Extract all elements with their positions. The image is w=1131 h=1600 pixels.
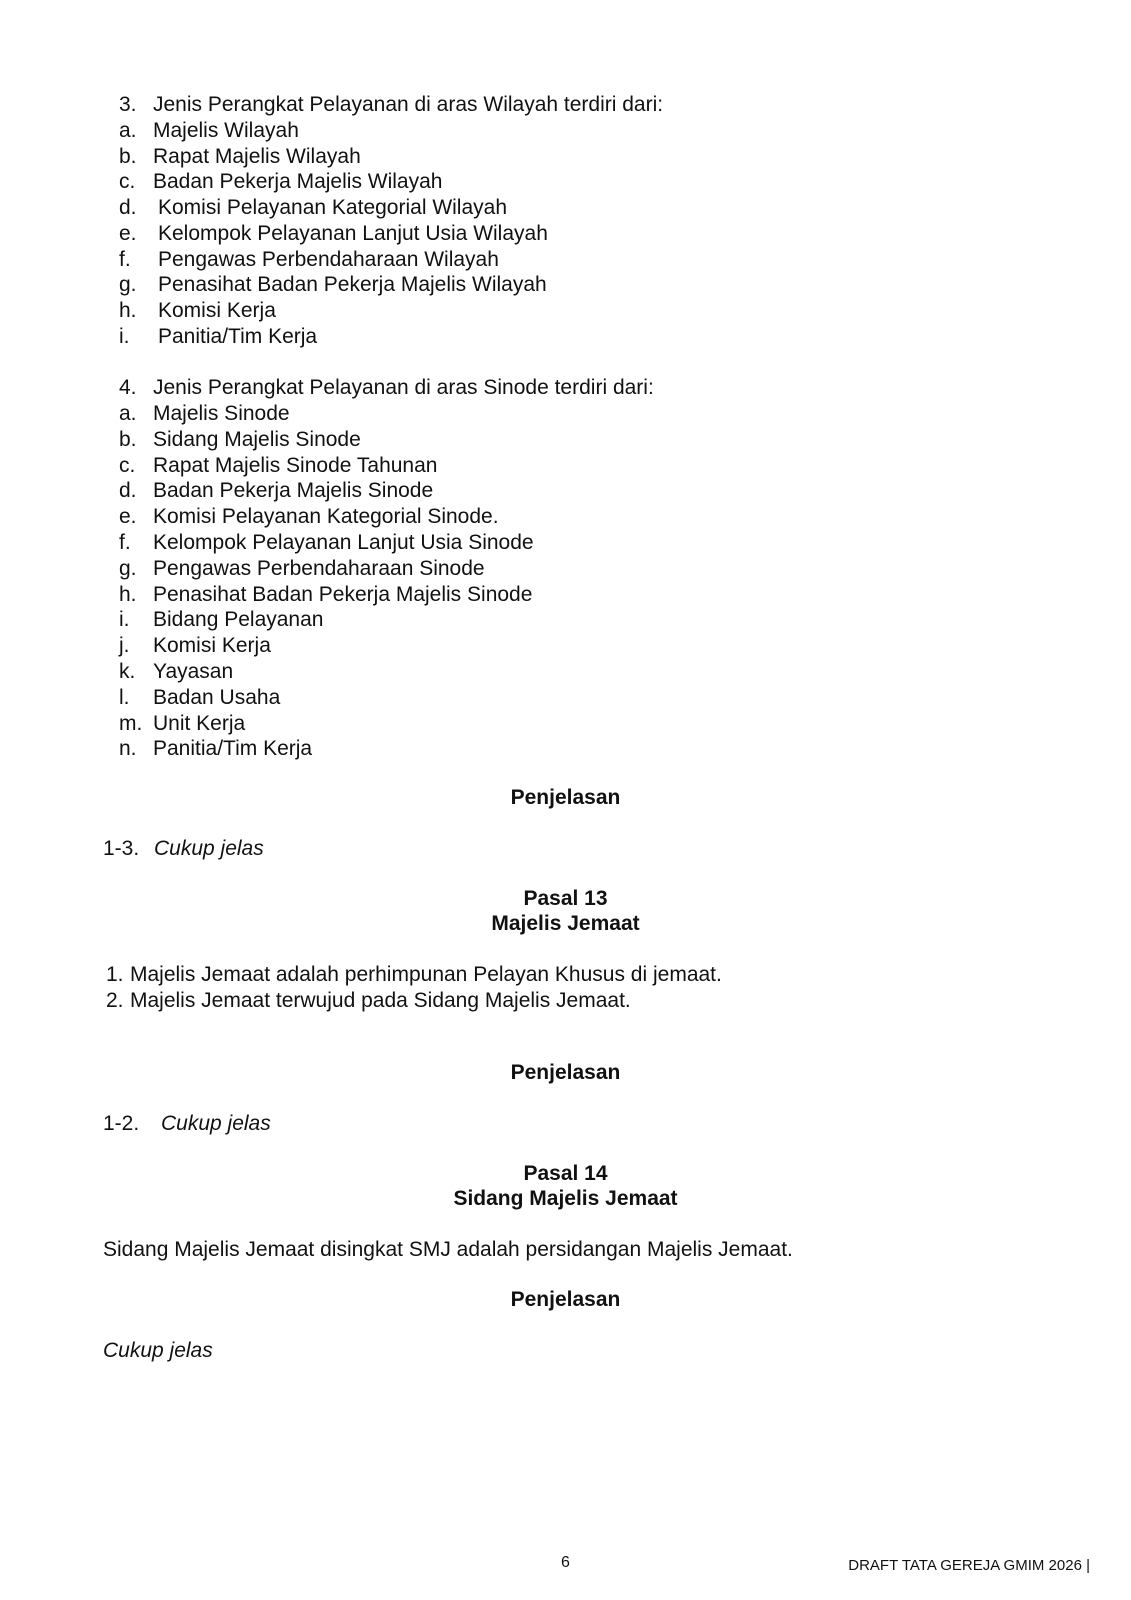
list-marker: a. (119, 402, 137, 425)
list-text: Sidang Majelis Sinode (153, 427, 361, 451)
list-marker: d. (119, 479, 137, 503)
list-marker: e. (119, 505, 137, 529)
list-marker: l. (119, 685, 130, 709)
list-text: Komisi Pelayanan Kategorial Wilayah (158, 196, 508, 220)
list-text: Penasihat Badan Pekerja Majelis Wilayah (158, 273, 547, 297)
list-text: Majelis Jemaat adalah perhimpunan Pelayan Khusus di jemaat. (130, 963, 722, 986)
list-marker: m. (119, 711, 143, 735)
list-text: Panitia/Tim Kerja (158, 324, 318, 348)
list-text: Rapat Majelis Sinode Tahunan (153, 453, 438, 477)
list-text: Jenis Perangkat Pelayanan di aras Wilayah terdiri dari: (153, 93, 664, 116)
article-number: Pasal 13 (523, 887, 608, 910)
list-marker: i. (119, 608, 130, 632)
list-text: Badan Pekerja Majelis Wilayah (153, 170, 443, 194)
list-text: Panitia/Tim Kerja (153, 737, 313, 761)
list-marker: h. (119, 298, 137, 322)
explanation-text: Cukup jelas (161, 1112, 271, 1135)
list-marker: 2. (106, 989, 124, 1012)
list-text: Badan Usaha (153, 685, 281, 709)
page-number: 6 (561, 1554, 570, 1571)
explanation-text: Cukup jelas (103, 1339, 213, 1362)
list-marker: d. (119, 196, 137, 220)
explanation-text: Cukup jelas (154, 837, 264, 860)
list-marker: b. (119, 144, 137, 168)
list-marker: a. (119, 119, 137, 142)
explanation-heading: Penjelasan (510, 786, 621, 809)
explanation-range: 1-2. (103, 1112, 140, 1135)
list-number: 4. (119, 376, 137, 399)
list-text: Pengawas Perbendaharaan Sinode (153, 556, 485, 580)
document-footer-title: DRAFT TATA GEREJA GMIM 2026 | (848, 1557, 1090, 1574)
list-text: Komisi Kerja (158, 298, 276, 322)
list-text: Komisi Pelayanan Kategorial Sinode. (153, 505, 499, 529)
list-text: Kelompok Pelayanan Lanjut Usia Wilayah (158, 221, 548, 245)
list-marker: g. (119, 556, 137, 580)
article-title: Majelis Jemaat (491, 912, 640, 935)
list-marker: k. (119, 660, 136, 683)
list-marker: h. (119, 582, 137, 606)
list-text: Yayasan (153, 660, 234, 683)
article-title: Sidang Majelis Jemaat (453, 1187, 678, 1210)
list-text: Pengawas Perbendaharaan Wilayah (158, 247, 499, 271)
list-text: Penasihat Badan Pekerja Majelis Sinode (153, 582, 533, 606)
list-marker: b. (119, 427, 137, 451)
explanation-heading: Penjelasan (510, 1288, 621, 1311)
list-marker: i. (119, 324, 130, 348)
list-text: Jenis Perangkat Pelayanan di aras Sinode terdiri dari: (153, 376, 654, 399)
list-text: Majelis Wilayah (153, 119, 299, 142)
list-text: Rapat Majelis Wilayah (153, 144, 361, 168)
list-number: 3. (119, 93, 137, 116)
list-text: Majelis Sinode (153, 402, 290, 425)
list-marker: g. (119, 273, 137, 297)
article-body: Sidang Majelis Jemaat disingkat SMJ adalah persidangan Majelis Jemaat. (103, 1238, 793, 1261)
list-marker: c. (119, 453, 136, 477)
list-marker: f. (119, 247, 131, 271)
list-marker: n. (119, 737, 137, 761)
list-marker: 1. (106, 963, 124, 986)
list-text: Komisi Kerja (153, 634, 271, 658)
list-marker: f. (119, 531, 131, 554)
list-marker: j. (119, 634, 130, 658)
list-text: Bidang Pelayanan (153, 608, 324, 632)
article-number: Pasal 14 (523, 1162, 608, 1185)
list-text: Kelompok Pelayanan Lanjut Usia Sinode (153, 531, 534, 554)
list-text: Majelis Jemaat terwujud pada Sidang Majelis Jemaat. (130, 989, 631, 1012)
explanation-range: 1-3. (103, 837, 140, 860)
list-text: Unit Kerja (153, 711, 246, 735)
list-marker: c. (119, 170, 136, 194)
explanation-heading: Penjelasan (510, 1061, 621, 1084)
list-text: Badan Pekerja Majelis Sinode (153, 479, 434, 503)
list-marker: e. (119, 221, 137, 245)
